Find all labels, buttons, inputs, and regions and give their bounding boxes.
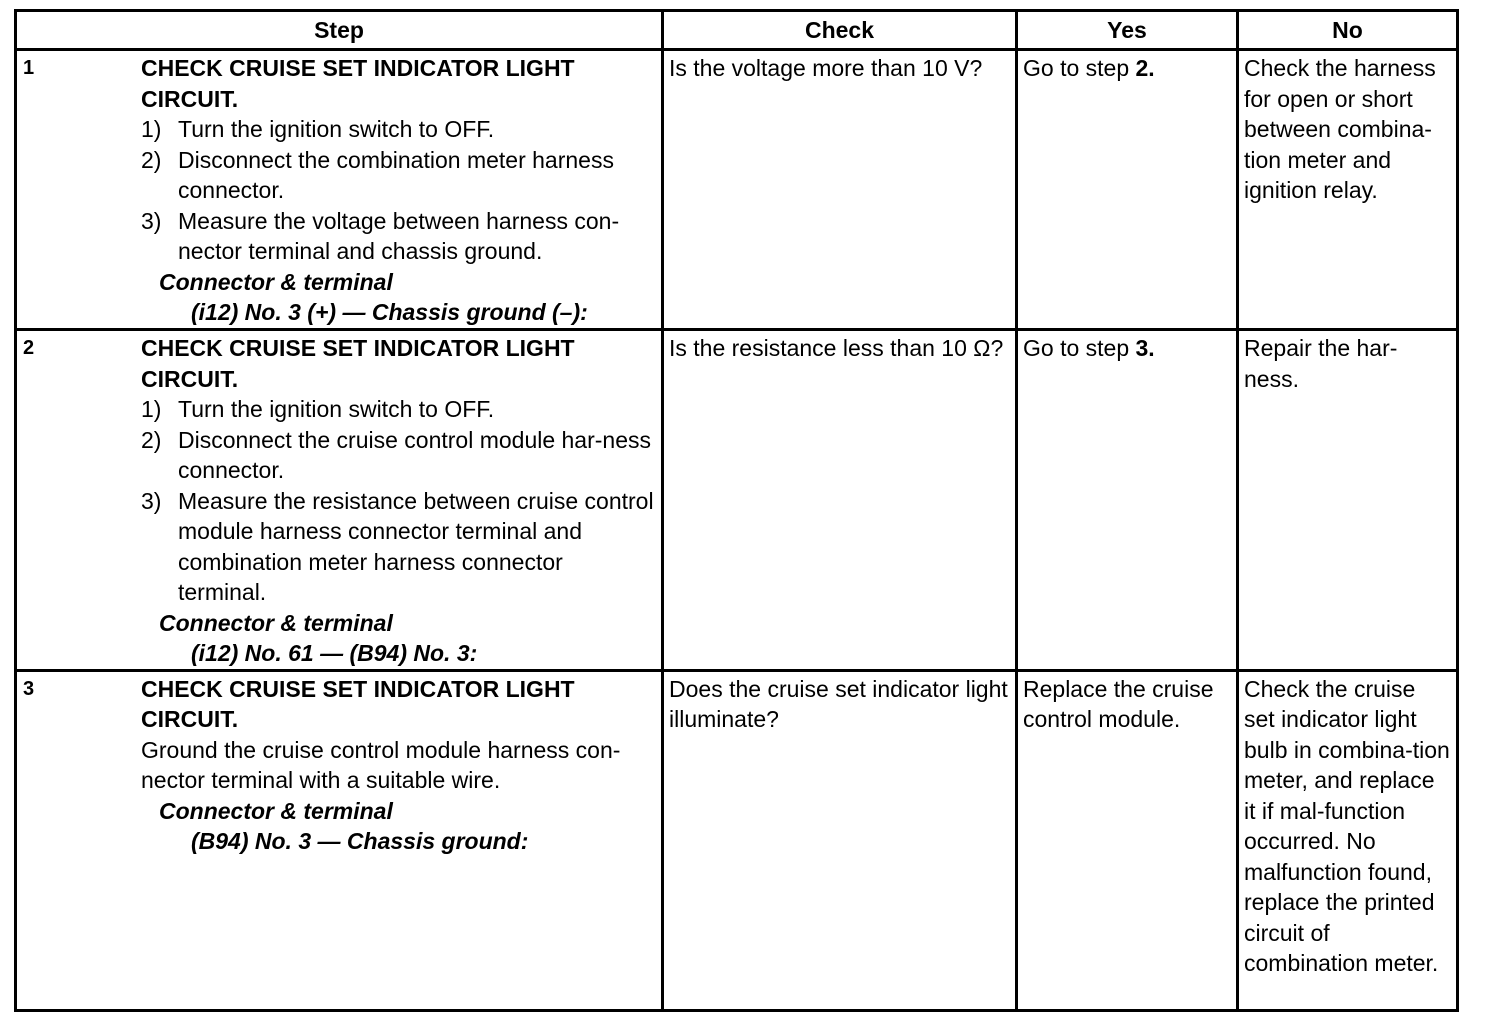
list-item: 2) Disconnect the combination meter harness connector. bbox=[141, 146, 614, 203]
step-instruction-text: Ground the cruise control module harness con-nector terminal with a suitable wire. bbox=[141, 736, 621, 793]
connector-terminal: (i12) No. 61 — (B94) No. 3: bbox=[191, 640, 478, 666]
yes-cell: Replace the cruise control module. bbox=[1017, 670, 1238, 1010]
connector-label: Connector & terminal bbox=[159, 797, 393, 824]
header-row bbox=[16, 11, 1458, 50]
table-row bbox=[16, 330, 1458, 671]
step-number: 2 bbox=[23, 337, 35, 359]
check-cell: Is the resistance less than 10 Ω? bbox=[663, 330, 1017, 671]
yes-cell: Go to step 2. bbox=[1017, 50, 1238, 330]
connector-terminal: (i12) No. 3 (+) — Chassis ground (–): bbox=[191, 299, 588, 325]
table-row bbox=[16, 670, 1458, 1010]
table-row bbox=[16, 50, 1458, 330]
list-item: 1) Turn the ignition switch to OFF. bbox=[141, 116, 495, 142]
connector-label: Connector & terminal bbox=[159, 268, 393, 295]
step-title: CHECK CRUISE SET INDICATOR LIGHT CIRCUIT. bbox=[141, 55, 575, 112]
list-item: 2) Disconnect the cruise control module har-ness connector. bbox=[141, 426, 652, 483]
step-cell bbox=[16, 50, 663, 330]
no-cell: Check the harness for open or short between combina-tion meter and ignition relay. bbox=[1238, 50, 1458, 330]
header-check: Check bbox=[663, 11, 1017, 50]
list-item: 1) Turn the ignition switch to OFF. bbox=[141, 396, 495, 422]
header-step: Step bbox=[16, 11, 663, 50]
list-item: 3) Measure the voltage between harness con-nector terminal and chassis ground. bbox=[141, 207, 620, 264]
step-number: 1 bbox=[23, 57, 35, 79]
step-title: CHECK CRUISE SET INDICATOR LIGHT CIRCUIT. bbox=[141, 675, 575, 732]
step-cell bbox=[16, 330, 663, 671]
header-yes: Yes bbox=[1017, 11, 1238, 50]
step-title: CHECK CRUISE SET INDICATOR LIGHT CIRCUIT. bbox=[141, 335, 575, 392]
step-cell bbox=[16, 670, 663, 1010]
no-cell: Repair the har-ness. bbox=[1238, 330, 1458, 671]
step-instructions bbox=[141, 114, 657, 267]
connector-terminal: (B94) No. 3 — Chassis ground: bbox=[191, 828, 529, 854]
step-number: 3 bbox=[23, 677, 35, 700]
list-item: 3) Measure the resistance between cruise control module harness connector terminal and combination meter harness connector terminal. bbox=[141, 487, 654, 605]
yes-cell: Go to step 3. bbox=[1017, 330, 1238, 671]
check-cell: Does the cruise set indicator light illuminate? bbox=[663, 670, 1017, 1010]
step-instructions bbox=[141, 394, 657, 608]
check-cell: Is the voltage more than 10 V? bbox=[663, 50, 1017, 330]
header-no: No bbox=[1238, 11, 1458, 50]
no-cell: Check the cruise set indicator light bulb in combina-tion meter, and replace it if mal-function occurred. No malfunction found, replace the printed circuit of combination meter. bbox=[1238, 670, 1458, 1010]
connector-label: Connector & terminal bbox=[159, 609, 393, 636]
diagnostic-table bbox=[14, 9, 1459, 1012]
